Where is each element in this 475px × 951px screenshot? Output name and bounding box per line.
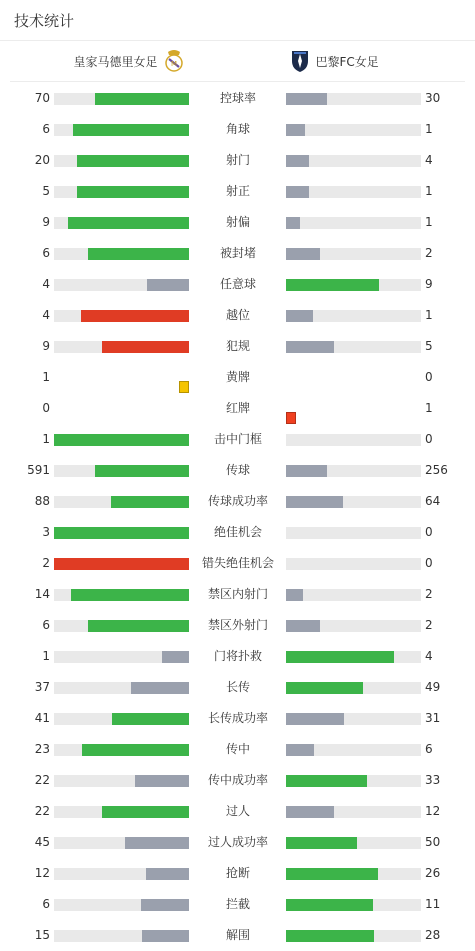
away-stat-value: 0 — [425, 370, 433, 384]
away-stat-value: 26 — [425, 866, 441, 880]
away-stat-value: 6 — [425, 742, 433, 756]
home-stat-fill — [131, 682, 189, 694]
home-stat-value: 22 — [34, 804, 50, 818]
stat-label: 被封堵 — [219, 246, 256, 260]
away-stat-fill — [286, 837, 357, 849]
away-stat-bar — [286, 248, 421, 260]
away-stat-bar — [286, 837, 421, 849]
home-stat-fill — [112, 713, 189, 725]
stat-label: 拦截 — [225, 897, 250, 911]
away-stat-fill — [286, 713, 344, 725]
home-stat-fill — [102, 806, 189, 818]
home-stat-bar — [54, 837, 189, 849]
away-stat-fill — [286, 899, 373, 911]
stat-label: 绝佳机会 — [213, 525, 262, 539]
away-stat-value: 1 — [425, 308, 433, 322]
stat-label: 过人 — [225, 804, 250, 818]
stat-row — [0, 672, 475, 703]
home-stat-fill — [77, 186, 189, 198]
away-stat-value: 2 — [425, 587, 433, 601]
stat-row — [0, 114, 475, 145]
away-stat-fill — [286, 310, 313, 322]
home-stat-fill — [147, 279, 189, 291]
home-stat-fill — [111, 496, 189, 508]
stat-label: 长传 — [225, 680, 250, 694]
stat-row — [0, 207, 475, 238]
away-stat-value: 5 — [425, 339, 433, 353]
home-team[interactable] — [10, 49, 238, 73]
away-stat-value: 1 — [425, 215, 433, 229]
home-stat-fill — [68, 217, 190, 229]
home-stat-value: 12 — [34, 866, 50, 880]
stat-label: 射偏 — [225, 215, 250, 229]
home-stat-fill — [146, 868, 189, 880]
away-stat-value: 1 — [425, 401, 433, 415]
away-stat-fill — [286, 620, 320, 632]
home-stat-bar — [54, 155, 189, 167]
away-stat-value: 11 — [425, 897, 441, 911]
teams-bar — [10, 41, 465, 82]
stat-row — [0, 517, 475, 548]
home-stat-bar — [54, 744, 189, 756]
home-stat-value: 3 — [42, 525, 50, 539]
stat-label: 解围 — [225, 928, 250, 942]
home-stat-value: 6 — [42, 246, 50, 260]
home-stat-value: 4 — [42, 277, 50, 291]
away-stat-fill — [286, 186, 309, 198]
stat-row — [0, 455, 475, 486]
stat-row — [0, 796, 475, 827]
home-stat-value: 591 — [27, 463, 50, 477]
away-stat-bar — [286, 713, 421, 725]
stat-row — [0, 920, 475, 951]
stat-label: 传中成功率 — [207, 773, 268, 787]
home-stat-bar — [54, 465, 189, 477]
away-stat-fill — [286, 124, 305, 136]
home-stat-value: 20 — [34, 153, 50, 167]
away-stat-value: 28 — [425, 928, 441, 942]
home-stat-bar — [54, 558, 189, 570]
away-stat-value: 9 — [425, 277, 433, 291]
paris-fc-crest-icon — [290, 49, 310, 73]
stat-label: 传球 — [225, 463, 250, 477]
away-stat-bar — [286, 775, 421, 787]
away-stat-bar — [286, 186, 421, 198]
home-stat-value: 1 — [42, 370, 50, 384]
home-stat-value: 6 — [42, 618, 50, 632]
home-stat-bar — [54, 217, 189, 229]
home-stat-fill — [88, 248, 189, 260]
home-stat-bar — [54, 713, 189, 725]
home-stat-value: 22 — [34, 773, 50, 787]
away-stat-bar — [286, 434, 421, 446]
home-stat-bar — [54, 589, 189, 601]
away-stat-bar — [286, 868, 421, 880]
away-stat-fill — [286, 651, 394, 663]
stat-row — [0, 393, 475, 424]
home-stat-fill — [125, 837, 189, 849]
stat-label: 禁区内射门 — [207, 587, 268, 601]
home-stat-bar — [54, 341, 189, 353]
away-stat-bar — [286, 279, 421, 291]
stat-label: 抢断 — [225, 866, 250, 880]
away-stat-bar — [286, 310, 421, 322]
home-stat-fill — [77, 155, 189, 167]
away-stat-value: 4 — [425, 153, 433, 167]
away-stat-value: 31 — [425, 711, 441, 725]
home-stat-fill — [102, 341, 189, 353]
home-stat-value: 9 — [42, 339, 50, 353]
home-stat-value: 6 — [42, 897, 50, 911]
home-stat-fill — [71, 589, 189, 601]
home-stat-bar — [54, 868, 189, 880]
away-stat-value: 64 — [425, 494, 441, 508]
home-stat-fill — [88, 620, 189, 632]
away-stat-fill — [286, 341, 334, 353]
stat-label: 过人成功率 — [207, 835, 268, 849]
stat-row — [0, 548, 475, 579]
home-stat-bar — [54, 496, 189, 508]
away-stat-fill — [286, 217, 300, 229]
away-stat-bar — [286, 403, 421, 415]
stat-row — [0, 579, 475, 610]
stat-row — [0, 486, 475, 517]
away-stat-value: 0 — [425, 525, 433, 539]
stat-row — [0, 889, 475, 920]
away-stat-fill — [286, 465, 327, 477]
home-stat-fill — [162, 651, 189, 663]
away-stat-value: 2 — [425, 618, 433, 632]
stat-row — [0, 362, 475, 393]
home-stat-bar — [54, 620, 189, 632]
away-stat-value: 2 — [425, 246, 433, 260]
stat-row — [0, 300, 475, 331]
stat-label: 击中门框 — [213, 432, 262, 446]
home-stat-fill — [54, 558, 189, 570]
home-stat-value: 9 — [42, 215, 50, 229]
home-stat-bar — [54, 93, 189, 105]
home-stat-bar — [54, 248, 189, 260]
stat-label: 错失绝佳机会 — [201, 556, 274, 570]
away-stat-fill — [286, 744, 314, 756]
away-stat-bar — [286, 930, 421, 942]
stat-row — [0, 734, 475, 765]
stat-label: 射正 — [225, 184, 250, 198]
home-stat-bar — [54, 403, 189, 415]
red-card-icon — [286, 412, 296, 424]
away-stat-bar — [286, 651, 421, 663]
away-stat-fill — [286, 589, 303, 601]
home-stat-value: 15 — [34, 928, 50, 942]
stat-label: 传球成功率 — [207, 494, 268, 508]
home-stat-value: 88 — [34, 494, 50, 508]
away-team-name: 巴黎FC女足 — [315, 54, 379, 69]
stat-label: 犯规 — [225, 339, 250, 353]
away-stat-value: 12 — [425, 804, 441, 818]
stat-label: 任意球 — [219, 277, 256, 291]
stat-row — [0, 424, 475, 455]
home-stat-fill — [73, 124, 189, 136]
home-stat-bar — [54, 124, 189, 136]
home-stat-value: 23 — [34, 742, 50, 756]
away-stat-bar — [286, 899, 421, 911]
home-stat-fill — [142, 930, 189, 942]
home-stat-fill — [54, 434, 189, 446]
away-stat-value: 49 — [425, 680, 441, 694]
stat-row — [0, 703, 475, 734]
away-stat-fill — [286, 682, 363, 694]
stat-row — [0, 145, 475, 176]
away-stat-value: 50 — [425, 835, 441, 849]
away-stat-fill — [286, 248, 320, 260]
away-stat-fill — [286, 775, 367, 787]
stat-row — [0, 827, 475, 858]
stat-label: 传中 — [225, 742, 250, 756]
home-stat-bar — [54, 372, 189, 384]
away-stat-bar — [286, 558, 421, 570]
stat-row — [0, 176, 475, 207]
home-stat-value: 1 — [42, 649, 50, 663]
home-stat-bar — [54, 434, 189, 446]
home-team-name: 皇家马德里女足 — [73, 54, 158, 69]
stat-label: 控球率 — [219, 91, 256, 105]
away-stat-value: 0 — [425, 556, 433, 570]
home-stat-fill — [135, 775, 189, 787]
home-stat-bar — [54, 682, 189, 694]
away-stat-fill — [286, 806, 334, 818]
home-stat-bar — [54, 806, 189, 818]
away-stat-value: 4 — [425, 649, 433, 663]
away-stat-fill — [286, 930, 374, 942]
home-stat-bar — [54, 930, 189, 942]
home-stat-bar — [54, 651, 189, 663]
home-stat-value: 6 — [42, 122, 50, 136]
stat-label: 越位 — [225, 308, 250, 322]
home-stat-value: 37 — [34, 680, 50, 694]
stat-row — [0, 269, 475, 300]
stat-label: 角球 — [225, 122, 250, 136]
stat-row — [0, 765, 475, 796]
away-stat-value: 1 — [425, 184, 433, 198]
real-madrid-crest-icon — [164, 49, 184, 73]
stat-label: 黄牌 — [225, 370, 250, 384]
away-stat-bar — [286, 93, 421, 105]
yellow-card-icon — [179, 381, 189, 393]
away-stat-bar — [286, 744, 421, 756]
stat-label: 射门 — [225, 153, 250, 167]
stat-label: 长传成功率 — [207, 711, 268, 725]
away-stat-bar — [286, 620, 421, 632]
home-stat-bar — [54, 186, 189, 198]
away-stat-fill — [286, 279, 379, 291]
home-stat-bar — [54, 527, 189, 539]
stat-row — [0, 610, 475, 641]
stat-row — [0, 83, 475, 114]
away-stat-value: 0 — [425, 432, 433, 446]
away-stat-fill — [286, 93, 327, 105]
away-stat-value: 256 — [425, 463, 448, 477]
away-team[interactable] — [238, 49, 466, 73]
home-stat-bar — [54, 279, 189, 291]
section-header — [0, 0, 475, 41]
away-stat-bar — [286, 465, 421, 477]
away-stat-value: 33 — [425, 773, 441, 787]
home-stat-value: 5 — [42, 184, 50, 198]
stat-row — [0, 641, 475, 672]
away-stat-fill — [286, 155, 309, 167]
home-stat-bar — [54, 899, 189, 911]
stat-row — [0, 238, 475, 269]
home-stat-value: 41 — [34, 711, 50, 725]
away-stat-bar — [286, 372, 421, 384]
stat-label: 门将扑救 — [213, 649, 262, 663]
home-stat-fill — [95, 465, 189, 477]
section-title: 技术统计 — [14, 11, 75, 30]
away-stat-bar — [286, 341, 421, 353]
away-stat-bar — [286, 806, 421, 818]
home-stat-value: 14 — [34, 587, 50, 601]
home-stat-value: 1 — [42, 432, 50, 446]
away-stat-bar — [286, 496, 421, 508]
home-stat-fill — [81, 310, 189, 322]
away-stat-fill — [286, 868, 378, 880]
svg-text:M: M — [170, 60, 177, 68]
stat-row — [0, 858, 475, 889]
away-stat-bar — [286, 682, 421, 694]
home-stat-value: 70 — [34, 91, 50, 105]
home-stat-fill — [95, 93, 190, 105]
home-stat-fill — [82, 744, 189, 756]
home-stat-fill — [54, 527, 189, 539]
away-stat-bar — [286, 527, 421, 539]
stat-row — [0, 331, 475, 362]
home-stat-value: 4 — [42, 308, 50, 322]
away-stat-value: 30 — [425, 91, 441, 105]
away-stat-bar — [286, 124, 421, 136]
away-stat-fill — [286, 496, 343, 508]
away-stat-value: 1 — [425, 122, 433, 136]
home-stat-bar — [54, 775, 189, 787]
away-stat-bar — [286, 155, 421, 167]
home-stat-value: 2 — [42, 556, 50, 570]
away-stat-bar — [286, 217, 421, 229]
home-stat-bar — [54, 310, 189, 322]
home-stat-fill — [141, 899, 189, 911]
away-stat-bar — [286, 589, 421, 601]
home-stat-value: 0 — [42, 401, 50, 415]
stat-label: 红牌 — [225, 401, 250, 415]
stats-list — [0, 83, 475, 951]
home-stat-value: 45 — [34, 835, 50, 849]
stat-label: 禁区外射门 — [207, 618, 268, 632]
